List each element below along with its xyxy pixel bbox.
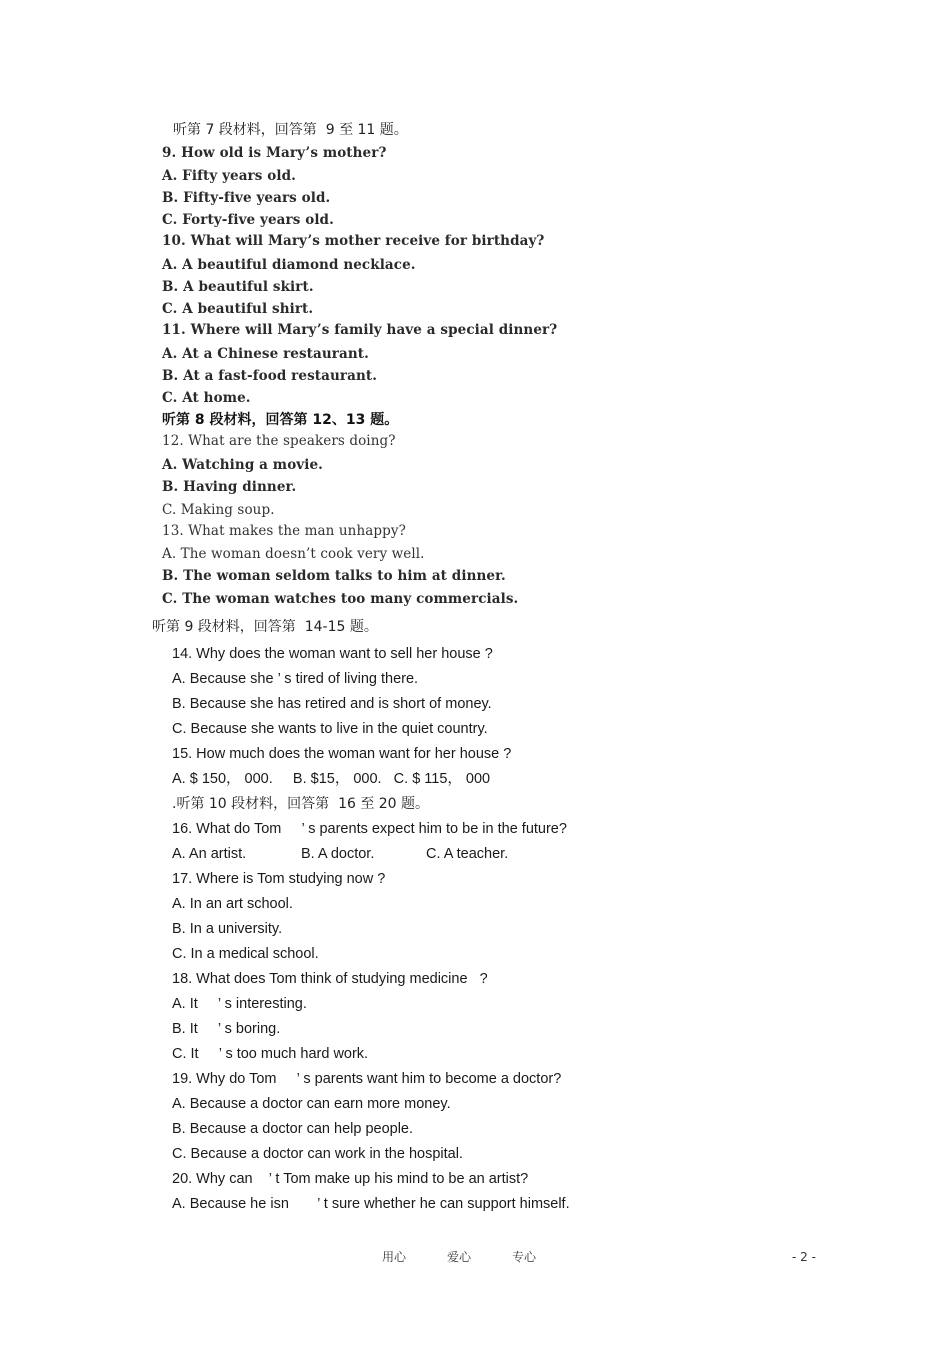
question-14: 14. Why does the woman want to sell her house ? — [172, 646, 493, 662]
question-20: 20. Why can ’ t Tom make up his mind to be an artist? — [172, 1171, 529, 1187]
question-9-option-a: A. Fifty years old. — [162, 168, 296, 184]
question-11-option-a: A. At a Chinese restaurant. — [162, 346, 369, 362]
question-14-option-c: C. Because she wants to live in the quiet country. — [172, 721, 488, 737]
question-18-option-a: A. It ’ s interesting. — [172, 996, 307, 1012]
question-12-option-c: C. Making soup. — [162, 502, 275, 518]
question-18-option-b: B. It ’ s boring. — [172, 1021, 281, 1037]
question-12: 12. What are the speakers doing? — [162, 433, 396, 449]
question-17-option-b: B. In a university. — [172, 921, 283, 937]
question-11-option-c: C. At home. — [162, 390, 251, 406]
footer-word-3: 专心 — [512, 1250, 537, 1264]
question-10: 10. What will Mary’s mother receive for birthday? — [162, 233, 545, 249]
question-15: 15. How much does the woman want for her house ? — [172, 746, 512, 762]
question-15-options: A. $ 150， 000. B. $15， 000. C. $ 115， 000 — [172, 771, 491, 787]
question-10-option-a: A. A beautiful diamond necklace. — [162, 257, 416, 273]
question-12-option-a: A. Watching a movie. — [162, 457, 323, 473]
question-17-option-c: C. In a medical school. — [172, 946, 319, 962]
question-13-option-c: C. The woman watches too many commercials. — [162, 591, 519, 607]
section-8-header: 听第 8 段材料，回答第 12、13 题。 — [162, 412, 399, 428]
question-18-option-c: C. It ’ s too much hard work. — [172, 1046, 369, 1062]
question-16-option-c: C. A teacher. — [426, 846, 509, 862]
question-20-option-a: A. Because he isn ’ t sure whether he can support himself. — [172, 1196, 570, 1212]
question-19-option-b: B. Because a doctor can help people. — [172, 1121, 414, 1137]
question-11-option-b: B. At a fast-food restaurant. — [162, 368, 377, 384]
question-13-option-b: B. The woman seldom talks to him at dinner. — [162, 568, 506, 584]
question-9: 9. How old is Mary’s mother? — [162, 145, 387, 161]
question-18: 18. What does Tom think of studying medicine ? — [172, 971, 488, 987]
question-19: 19. Why do Tom ’ s parents want him to become a doctor? — [172, 1071, 562, 1087]
question-11: 11. Where will Mary’s family have a special dinner? — [162, 322, 558, 338]
question-17: 17. Where is Tom studying now ? — [172, 871, 386, 887]
question-10-option-c: C. A beautiful shirt. — [162, 301, 314, 317]
question-14-option-b: B. Because she has retired and is short of money. — [172, 696, 492, 712]
question-19-option-a: A. Because a doctor can earn more money. — [172, 1096, 451, 1112]
question-9-option-c: C. Forty-five years old. — [162, 212, 334, 228]
question-19-option-c: C. Because a doctor can work in the hospital. — [172, 1146, 463, 1162]
question-16-option-a: A. An artist. — [172, 846, 247, 862]
footer-word-2: 爱心 — [447, 1250, 472, 1264]
question-12-option-b: B. Having dinner. — [162, 479, 297, 495]
section-7-header: 听第 7 段材料，回答第 9 至 11 题。 — [173, 122, 408, 138]
section-9-header: 听第 9 段材料，回答第 14-15 题。 — [152, 619, 378, 635]
question-14-option-a: A. Because she ’ s tired of living there. — [172, 671, 419, 687]
question-16: 16. What do Tom ’ s parents expect him to be in the future? — [172, 821, 567, 837]
question-17-option-a: A. In an art school. — [172, 896, 293, 912]
question-16-option-b: B. A doctor. — [301, 846, 375, 862]
footer-word-1: 用心 — [382, 1250, 407, 1264]
question-10-option-b: B. A beautiful skirt. — [162, 279, 314, 295]
question-9-option-b: B. Fifty-five years old. — [162, 190, 331, 206]
question-13-option-a: A. The woman doesn’t cook very well. — [162, 546, 425, 562]
section-10-header: .听第 10 段材料，回答第 16 至 20 题。 — [172, 796, 430, 812]
question-13: 13. What makes the man unhappy? — [162, 523, 406, 539]
page-number: - 2 - — [792, 1250, 816, 1264]
